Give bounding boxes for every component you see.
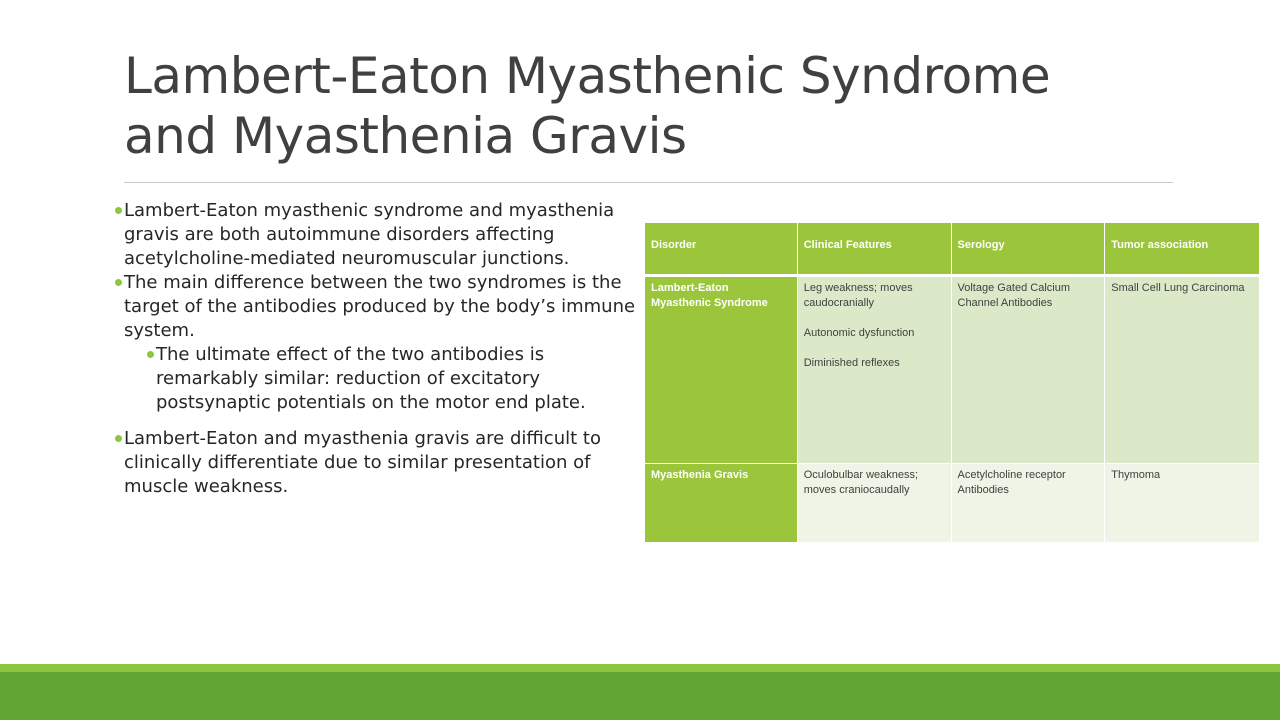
cell-tumor-association: Small Cell Lung Carcinoma [1105, 276, 1260, 464]
cell-serology: Voltage Gated Calcium Channel Antibodies [951, 276, 1105, 464]
cell-tumor-association: Thymoma [1105, 464, 1260, 543]
bullet-list [112, 199, 642, 499]
header-disorder: Disorder [645, 223, 798, 276]
header-serology: Serology [951, 223, 1105, 276]
title-line-2: and Myasthenia Gravis [124, 107, 687, 165]
table-row [645, 464, 1260, 543]
slide-title [124, 46, 1184, 166]
cell-disorder: Myasthenia Gravis [645, 464, 798, 543]
table-header-row [645, 223, 1260, 276]
cell-serology: Acetylcholine receptor Antibodies [951, 464, 1105, 543]
cell-clinical-features [797, 276, 951, 464]
feature-text: Leg weakness; moves caudocranially [803, 282, 913, 309]
feature-text: Oculobulbar weakness; moves craniocaudally [803, 469, 919, 496]
cell-disorder: Lambert-Eaton Myasthenic Syndrome [645, 276, 798, 464]
title-line-1: Lambert-Eaton Myasthenic Syndrome [124, 47, 1051, 105]
table-row [645, 276, 1260, 464]
header-tumor-association: Tumor association [1105, 223, 1260, 276]
bullet-item: Lambert-Eaton myasthenic syndrome and myasthenia gravis are both autoimmune disorders affecting acetylcholine-mediated neuromuscular junctions. [112, 199, 642, 271]
cell-clinical-features [797, 464, 951, 543]
title-divider [124, 182, 1173, 183]
footer-accent-bar [0, 664, 1280, 672]
feature-text: Autonomic dysfunction [803, 327, 915, 339]
comparison-table [644, 222, 1260, 543]
bullet-item: The main difference between the two syndromes is the target of the antibodies produced by the body’s immune system. [112, 271, 642, 343]
footer-bar [0, 672, 1280, 720]
bullet-item: Lambert-Eaton and myasthenia gravis are difficult to clinically differentiate due to similar presentation of muscle weakness. [112, 427, 642, 499]
feature-text: Diminished reflexes [803, 357, 900, 369]
sub-bullet-item: The ultimate effect of the two antibodies is remarkably similar: reduction of excitatory postsynaptic potentials on the motor end plate. [144, 343, 642, 415]
header-clinical-features: Clinical Features [797, 223, 951, 276]
